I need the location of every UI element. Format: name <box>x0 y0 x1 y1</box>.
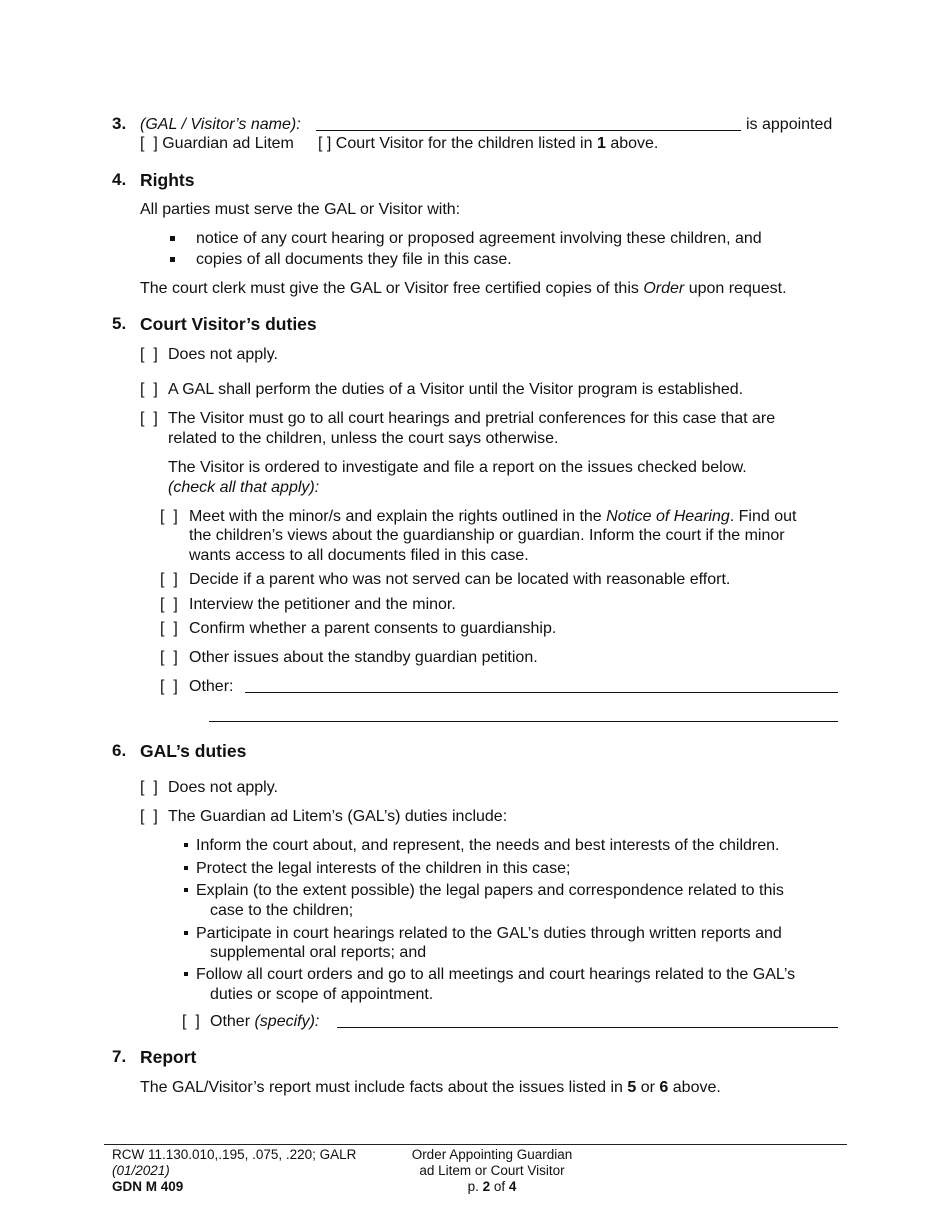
gal-performs-visitor-checkbox[interactable]: [ ] <box>140 381 158 398</box>
meet-minor-checkbox[interactable]: [ ] <box>160 508 178 525</box>
section-6-title: GAL’s duties <box>140 741 247 761</box>
visitor-other-field[interactable] <box>245 692 838 693</box>
section-ref-6: 6 <box>659 1079 669 1096</box>
gal-visitor-name-label: (GAL / Visitor’s name): <box>140 116 301 133</box>
meet-minor-line-2: the children’s views about the guardianship or guardian. Inform the court if the minor <box>189 527 785 544</box>
page-prefix: p. <box>467 1179 479 1194</box>
page-total: 4 <box>508 1179 517 1194</box>
bullet-icon <box>184 866 188 870</box>
interview-checkbox[interactable]: [ ] <box>160 596 178 613</box>
report-text <box>140 1078 721 1098</box>
gal-visitor-name-field[interactable] <box>316 130 741 131</box>
clerk-order-italic: Order <box>643 280 685 297</box>
visitor-hearings-line-2: related to the children, unless the court says otherwise. <box>168 430 559 447</box>
gal-duties-checkbox[interactable]: [ ] <box>140 808 158 825</box>
bullet-icon <box>184 931 188 935</box>
is-appointed-text: is appointed <box>746 116 833 133</box>
court-visitor-label: [ ] Court Visitor for the children listed in <box>318 135 593 152</box>
visitor-other-label: Other: <box>189 678 234 695</box>
gal-duty-4-line-1: Participate in court hearings related to the GAL’s duties through written reports and <box>196 925 782 942</box>
rights-bullet-1: notice of any court hearing or proposed agreement involving these children, and <box>196 230 762 247</box>
bullet-icon <box>184 972 188 976</box>
section-6-number: 6. <box>112 741 127 760</box>
gal-other-text: Other <box>210 1013 251 1030</box>
bullet-icon <box>184 843 188 847</box>
footer-form-number: GDN M 409 <box>112 1179 184 1194</box>
meet-text-a: Meet with the minor/s and explain the rights outlined in the <box>189 508 602 525</box>
gal-na-checkbox[interactable]: [ ] <box>140 779 158 796</box>
section-3-number: 3. <box>112 114 127 133</box>
clerk-copies-text <box>140 279 787 299</box>
page-current: 2 <box>482 1179 491 1194</box>
section-ref-5: 5 <box>627 1079 637 1096</box>
visitor-na-label: Does not apply. <box>168 346 278 363</box>
bullet-icon <box>170 257 175 262</box>
gal-other-field[interactable] <box>337 1027 838 1028</box>
footer-rule <box>104 1144 847 1145</box>
standby-issues-label: Other issues about the standby guardian petition. <box>189 649 538 666</box>
visitor-other-field-2[interactable] <box>209 721 838 722</box>
section-5-title: Court Visitor’s duties <box>140 314 317 334</box>
investigate-line-1: The Visitor is ordered to investigate and file a report on the issues checked below. <box>168 459 747 476</box>
interview-label: Interview the petitioner and the minor. <box>189 596 456 613</box>
section-4-number: 4. <box>112 170 127 189</box>
guardian-ad-litem-checkbox[interactable]: [ ] Guardian ad Litem <box>140 135 294 152</box>
gal-duty-5-line-2: duties or scope of appointment. <box>210 986 434 1003</box>
gal-duty-3-line-2: case to the children; <box>210 902 354 919</box>
gal-other-label <box>210 1012 319 1032</box>
meet-minor-line-1 <box>189 507 796 527</box>
footer-page-number <box>392 1179 592 1195</box>
report-or: or <box>640 1079 655 1096</box>
gal-other-specify: (specify): <box>254 1013 320 1030</box>
gal-performs-visitor-label: A GAL shall perform the duties of a Visitor until the Visitor program is established. <box>168 381 744 398</box>
clerk-text-a: The court clerk must give the GAL or Visitor free certified copies of this <box>140 280 639 297</box>
section-7-title: Report <box>140 1047 197 1067</box>
gal-duty-1: Inform the court about, and represent, the needs and best interests of the children. <box>196 837 780 854</box>
report-text-a: The GAL/Visitor’s report must include facts about the issues listed in <box>140 1079 623 1096</box>
footer-rcw: RCW 11.130.010,.195, .075, .220; GALR <box>112 1147 357 1162</box>
bullet-icon <box>170 236 175 241</box>
confirm-consent-label: Confirm whether a parent consents to guardianship. <box>189 620 557 637</box>
standby-issues-checkbox[interactable]: [ ] <box>160 649 178 666</box>
gal-duties-label: The Guardian ad Litem’s (GAL’s) duties include: <box>168 808 508 825</box>
footer-title-2: ad Litem or Court Visitor <box>419 1163 565 1178</box>
court-visitor-checkbox[interactable] <box>318 134 658 154</box>
confirm-consent-checkbox[interactable]: [ ] <box>160 620 178 637</box>
notice-of-hearing-italic: Notice of Hearing <box>606 508 730 525</box>
gal-other-checkbox[interactable]: [ ] <box>182 1013 200 1030</box>
rights-bullet-2: copies of all documents they file in this case. <box>196 251 512 268</box>
visitor-hearings-checkbox[interactable]: [ ] <box>140 410 158 427</box>
gal-duty-3-line-1: Explain (to the extent possible) the legal papers and correspondence related to this <box>196 882 784 899</box>
decide-parent-checkbox[interactable]: [ ] <box>160 571 178 588</box>
gal-duty-2: Protect the legal interests of the children in this case; <box>196 860 571 877</box>
section-ref-1: 1 <box>596 135 606 152</box>
visitor-other-checkbox[interactable]: [ ] <box>160 678 178 695</box>
footer-date: (01/2021) <box>112 1163 170 1178</box>
meet-minor-line-3: wants access to all documents filed in this case. <box>189 547 529 564</box>
meet-text-b: . Find out <box>729 508 797 525</box>
gal-na-label: Does not apply. <box>168 779 278 796</box>
gal-duty-4-line-2: supplemental oral reports; and <box>210 944 427 961</box>
rights-intro: All parties must serve the GAL or Visitor with: <box>140 201 461 218</box>
report-above: above. <box>672 1079 721 1096</box>
above-text: above. <box>610 135 659 152</box>
gal-duty-5-line-1: Follow all court orders and go to all meetings and court hearings related to the GAL’s <box>196 966 796 983</box>
section-5-number: 5. <box>112 314 127 333</box>
visitor-na-checkbox[interactable]: [ ] <box>140 346 158 363</box>
section-4-title: Rights <box>140 170 195 190</box>
visitor-hearings-line-1: The Visitor must go to all court hearings and pretrial conferences for this case that are <box>168 410 776 427</box>
page-of: of <box>493 1179 506 1194</box>
section-7-number: 7. <box>112 1047 127 1066</box>
investigate-line-2: (check all that apply): <box>168 479 320 496</box>
clerk-text-b: upon request. <box>688 280 787 297</box>
bullet-icon <box>184 888 188 892</box>
decide-parent-label: Decide if a parent who was not served can be located with reasonable effort. <box>189 571 731 588</box>
footer-title-1: Order Appointing Guardian <box>411 1147 573 1162</box>
